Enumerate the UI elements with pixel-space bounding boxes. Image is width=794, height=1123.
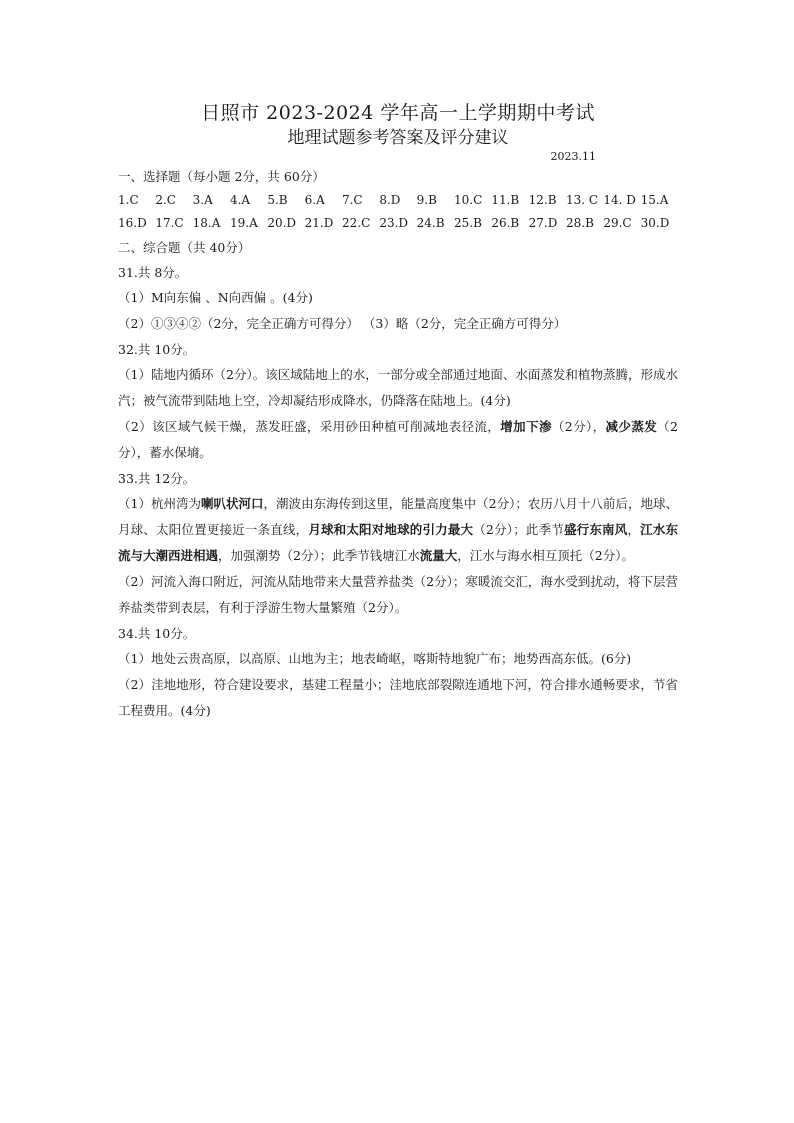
choice-answer: 28.B (565, 216, 594, 230)
q32-part2-text-a: （2）该区域气候干燥，蒸发旺盛，采用砂田种植可削减地表径流， (118, 419, 501, 434)
q33-text-a: （1）杭州湾为 (118, 496, 201, 511)
choice-answer: 18.A (192, 216, 221, 230)
q32-keyword-evaporation: 减少蒸发 (605, 419, 658, 434)
choice-answer: 13. C (565, 193, 599, 207)
choice-answer: 6.A (304, 193, 325, 207)
choice-answer: 14. D (603, 193, 636, 207)
q32-part2-text-e: （2分），蓄水保墒。 (118, 419, 678, 460)
page-subtitle: 地理试题参考答案及评分建议 (287, 128, 509, 148)
choice-answer: 5.B (267, 193, 288, 207)
choice-answer: 16.D (118, 216, 147, 230)
choice-answer: 4.A (229, 193, 251, 207)
q33-text-c: ，潮波由东海传到这里，能量高度集中（2分）；农历八月十八前后，地球、月球、太阳位置更接近一条直线， (118, 496, 678, 537)
choice-answer: 3.A (192, 193, 213, 207)
choice-answer: 2.C (155, 193, 176, 207)
q33-text-i: ，加强潮势（2分）；此季节钱塘江水 (218, 548, 420, 563)
q33-part1 (118, 491, 678, 569)
choice-answer: 29.C (603, 216, 632, 230)
page-title: 日照市 2023-2024 学年高一上学期期中考试 (201, 102, 595, 124)
q34-part2: （2）洼地地形，符合建设要求，基建工程量小；洼地底部裂隙连通地下河，符合排水通畅要求，节省工程费用。(4分) (118, 677, 678, 718)
choice-answer: 15.A (640, 193, 669, 207)
q33-part2: （2）河流入海口附近，河流从陆地带来大量营养盐类（2分）；寒暖流交汇，海水受到扰动，将下层营养盐类带到表层，有利于浮游生物大量繁殖（2分）。 (118, 574, 678, 615)
section2-heading: 二、综合题（共 40分） (118, 240, 251, 255)
q33-text-e: （2分）；此季节 (473, 522, 564, 537)
choice-answer: 17.C (155, 216, 184, 230)
q33-keyword-gravity: 月球和太阳对地球的引力最大 (308, 522, 474, 537)
choice-answer: 1.C (118, 193, 139, 207)
q32-part1: （1）陆地内循环（2分）。该区域陆地上的水，一部分或全部通过地面、水面蒸发和植物蒸腾，形成水汽；被气流带到陆地上空，冷却凝结形成降水，仍降落在陆地上。(4分) (118, 367, 678, 408)
q31-heading: 31.共 8分。 (118, 265, 188, 280)
q33-keyword-meet: 江水东流与大潮西进相遇 (118, 522, 678, 563)
q33-text-g: ， (627, 522, 641, 537)
choice-answer: 12.B (528, 193, 557, 207)
choice-answer: 26.B (491, 216, 520, 230)
q32-heading: 32.共 10分。 (118, 342, 196, 357)
q34-heading: 34.共 10分。 (118, 626, 196, 641)
q33-keyword-wind: 盛行东南风 (563, 522, 628, 537)
q33-keyword-estuary: 喇叭状河口 (201, 496, 264, 511)
choice-answer: 22.C (341, 216, 371, 230)
q31-part2: （2）①③④②（2分，完全正确方可得分） （3）略（2分，完全正确方可得分） (118, 316, 567, 331)
answer-sheet (118, 100, 678, 724)
choice-answer: 24.B (416, 216, 445, 230)
q32-part2 (118, 414, 678, 466)
q33-heading: 33.共 12分。 (118, 471, 196, 486)
choice-answer: 30.D (640, 216, 670, 230)
section1-heading: 一、选择题（每小题 2分，共 60分） (118, 169, 325, 184)
q32-part2-text-c: （2分）， (551, 419, 606, 434)
choice-answer: 20.D (267, 216, 297, 230)
choice-answer: 25.B (453, 216, 482, 230)
choice-answer: 9.B (416, 193, 437, 207)
choice-answer: 10.C (453, 193, 483, 207)
q33-keyword-flow: 流量大 (419, 548, 458, 563)
choice-answer: 7.C (341, 193, 363, 207)
q32-keyword-infiltration: 增加下渗 (500, 419, 552, 434)
exam-date: 2023.11 (550, 150, 596, 163)
choice-answer: 27.D (528, 216, 558, 230)
q34-part1: （1）地处云贵高原，以高原、山地为主；地表崎岖，喀斯特地貌广布；地势西高东低。(6分) (118, 651, 632, 666)
choice-answer: 21.D (304, 216, 334, 230)
q33-text-k: ，江水与海水相互顶托（2分）。 (457, 548, 634, 563)
choice-answer: 23.D (379, 216, 409, 230)
choice-answer: 8.D (379, 193, 401, 207)
choice-answer-grid (118, 189, 678, 235)
q31-part1: （1）M向东偏 、N向西偏 。(4分) (118, 290, 313, 305)
choice-answer: 11.B (491, 193, 520, 207)
choice-answer: 19.A (229, 216, 258, 230)
